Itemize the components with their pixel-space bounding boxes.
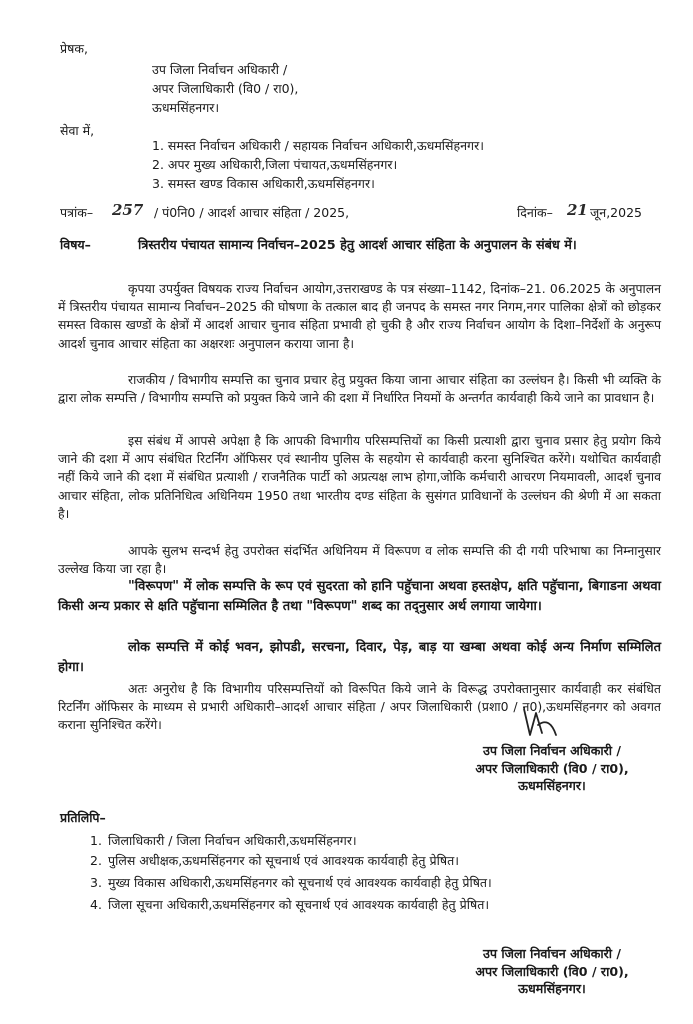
signature-line: ऊधमसिंहनगर। <box>518 778 586 793</box>
patrank-number: 257 <box>112 201 144 219</box>
recipient-item: 2. अपर मुख्य अधिकारी,जिला पंचायत,ऊधमसिंहनगर। <box>152 157 398 172</box>
subject-label: विषय– <box>60 237 91 252</box>
signature-line: उप जिला निर्वाचन अधिकारी / <box>482 946 622 961</box>
body-paragraph-property: लोक सम्पत्ति में कोई भवन, झोपडी, सरचना, दिवार, पेड़, बाड़ या खम्बा अथवा कोई अन्य निर्माण सम्मिलित होगा। <box>58 640 661 675</box>
copy-to-item <box>90 896 489 913</box>
copy-to-label: प्रतिलिपि– <box>60 810 106 825</box>
copy-to-text: जिला सूचना अधिकारी,ऊधमसिंहनगर को सूचनार्थ एवं आवश्यक कार्यवाही हेतु प्रेषित। <box>108 897 490 912</box>
patrank-label: पत्रांक– <box>60 205 94 220</box>
copy-to-item <box>90 852 459 869</box>
sender-line: अपर जिलाधिकारी (वि0 / रा0), <box>152 81 299 96</box>
date-rest: जून,2025 <box>590 205 642 220</box>
signature-line: ऊधमसिंहनगर। <box>518 981 586 996</box>
recipient-item: 1. समस्त निर्वाचन अधिकारी / सहायक निर्वाचन अधिकारी,ऊधमसिंहनगर। <box>152 138 484 153</box>
sender-label: प्रेषक, <box>60 41 88 56</box>
copy-to-number: 2. <box>90 853 102 868</box>
body-paragraph-definition: "विरूपण" में लोक सम्पत्ति के रूप एवं सुदरता को हानि पहुॅचाना अथवा हस्तक्षेप, क्षति पहुॅचाना, बिगाडना अथवा किसी अन्य प्रकार से क्षति पहुॅचाना सम्मिलित है तथा "विरूपण" शब्द का तद्नुसार अर्थ लगाया जायेगा। <box>58 579 661 614</box>
copy-to-item <box>90 874 492 891</box>
sender-line: उप जिला निर्वाचन अधिकारी / <box>152 62 288 77</box>
copy-to-number: 4. <box>90 897 102 912</box>
signature-line: अपर जिलाधिकारी (वि0 / रा0), <box>475 760 629 776</box>
copy-to-text: मुख्य विकास अधिकारी,ऊधमसिंहनगर को सूचनार्थ एवं आवश्यक कार्यवाही हेतु प्रेषित। <box>108 875 492 890</box>
body-paragraph-3: इस संबंध में आपसे अपेक्षा है कि आपकी विभागीय परिसम्पत्तियों का किसी प्रत्याशी द्वारा चुनाव प्रसार हेतु प्रयोग किये जाने की दशा में आप संबंधित रिटर्निंग ऑफिसर एवं स्थानीय पुलिस के सहयोग से कार्यवाही करना सुनिश्चित करेंगे। यथोचित कार्यवाही नहीं किये जाने की दशा में संबंधित प्रत्याशी / राजनैतिक पार्टी को अप्रत्यक्ष लाभ होगा,जोकि कर्मचारी आचरण नियमावली, आदर्श चुनाव आचार संहिता, लोक प्रतिनिधित्व अधिनियम 1950 तथा भारतीय दण्ड संहिता के सुसंगत प्राविधानों के उल्लंघन की श्रेणी में आ सकता है। <box>58 433 661 521</box>
recipients-label: सेवा में, <box>60 123 95 138</box>
subject-text: त्रिस्तरीय पंचायत सामान्य निर्वाचन–2025 हेतु आदर्श आचार संहिता के अनुपालन के संबंध में। <box>138 238 577 253</box>
copy-to-text: जिलाधिकारी / जिला निर्वाचन अधिकारी,ऊधमसिंहनगर। <box>108 833 357 848</box>
recipient-item: 3. समस्त खण्ड विकास अधिकारी,ऊधमसिंहनगर। <box>152 176 375 191</box>
date-day: 21 <box>567 201 588 219</box>
signature-block <box>442 945 662 998</box>
signature-block <box>442 742 662 795</box>
body-paragraph-4: आपके सुलभ सन्दर्भ हेतु उपरोक्त संदर्भित अधिनियम में विरूपण व लोक सम्पत्ति की दी गयी परिभाषा का निम्नानुसार उल्लेख किया जा रहा है। <box>58 543 661 577</box>
body-paragraph-2: राजकीय / विभागीय सम्पत्ति का चुनाव प्रचार हेतु प्रयुक्त किया जाना आचार संहिता का उल्लंघन है। किसी भी व्यक्ति के द्वारा लोक सम्पत्ति / विभागीय सम्पत्ति को प्रयुक्त किये जाने की दशा में निर्धारित नियमों के अन्तर्गत कार्यवाही किये जाने का प्रावधान है। <box>58 372 661 406</box>
copy-to-number: 1. <box>90 833 102 848</box>
copy-to-item <box>90 832 357 849</box>
date-label: दिनांक– <box>517 205 553 220</box>
sender-line: ऊधमसिंहनगर। <box>152 100 220 115</box>
body-paragraph-1: कृपया उपर्युक्त विषयक राज्य निर्वाचन आयोग,उत्तराखण्ड के पत्र संख्या–1142, दिनांक–21. 06.2025 के अनुपालन में त्रिस्तरीय पंचायत सामान्य निर्वाचन–2025 की घोषणा के तत्काल बाद ही जनपद के समस्त नगर निगम,नगर पालिका क्षेत्रों को छोड़कर समस्त विकास खण्डों के क्षेत्रों में आदर्श आचार चुनाव संहिता प्रभावी हो चुकी है और राज्य निर्वाचन आयोग के दिशा–निर्देशों के अनुरूप आदर्श चुनाव आचार संहिता का अक्षरशः अनुपालन कराया जाना है। <box>58 281 661 351</box>
copy-to-number: 3. <box>90 875 102 890</box>
signature-line: अपर जिलाधिकारी (वि0 / रा0), <box>475 963 629 979</box>
signature-mark <box>520 705 560 739</box>
copy-to-text: पुलिस अधीक्षक,ऊधमसिंहनगर को सूचनार्थ एवं आवश्यक कार्यवाही हेतु प्रेषित। <box>108 853 459 868</box>
patrank-rest: / पं0नि0 / आदर्श आचार संहिता / 2025, <box>154 205 350 220</box>
body-paragraph-request: अतः अनुरोध है कि विभागीय परिसम्पत्तियों को विरूपित किये जाने के विरूद्ध उपरोक्तानुसार कार्यवाही कर संबंधित रिटर्निंग ऑफिसर के माध्यम से प्रभारी अधिकारी–आदर्श आचार संहिता / अपर जिलाधिकारी (प्रशा0 / न0),ऊधमसिंहनगर को अवगत कराना सुनिश्चित करेंगे। <box>58 681 661 733</box>
signature-line: उप जिला निर्वाचन अधिकारी / <box>482 743 622 758</box>
